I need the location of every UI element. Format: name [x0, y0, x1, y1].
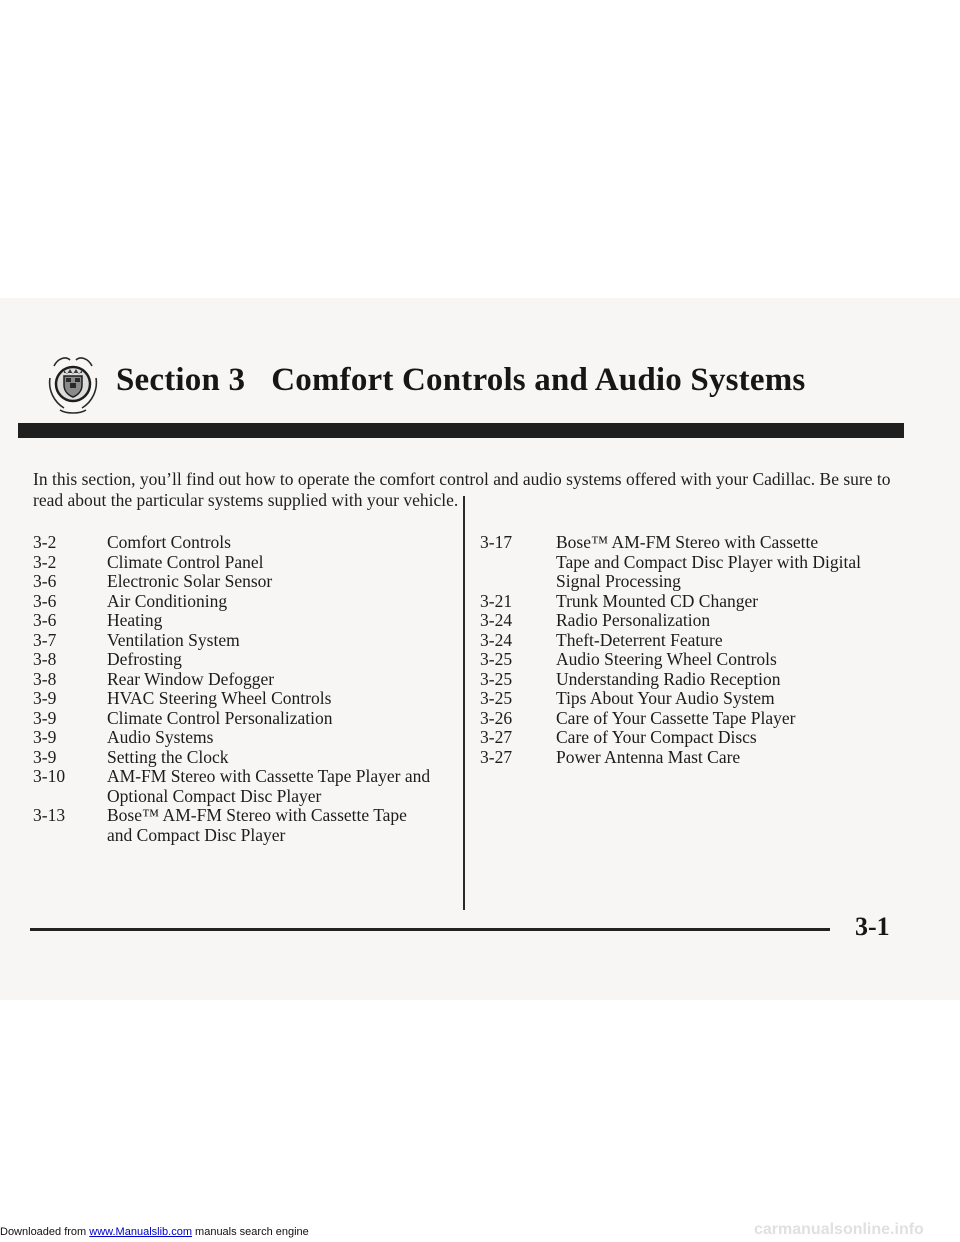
toc-entry-title — [107, 592, 453, 612]
toc-page-number: 3-9 — [33, 746, 57, 767]
toc-page-number: 3-6 — [33, 571, 57, 591]
toc-entry-title — [107, 806, 453, 845]
toc-page-number: 3-26 — [480, 707, 513, 728]
toc-entry-title — [556, 670, 900, 690]
toc-title-line: Trunk Mounted CD Changer — [556, 590, 759, 611]
toc-title-line: Rear Window Defogger — [107, 668, 275, 689]
toc-page-number: 3-25 — [480, 649, 513, 669]
toc-title-line: Tips About Your Audio System — [556, 688, 775, 708]
toc-entry-title — [107, 533, 453, 553]
toc-entry — [33, 592, 453, 612]
toc-title-line: Care of Your Compact Discs — [556, 727, 757, 747]
toc-entry — [480, 670, 900, 690]
toc-entry-title — [556, 689, 900, 709]
column-divider — [463, 496, 465, 910]
toc-page-number: 3-2 — [33, 551, 57, 572]
toc-entry — [480, 748, 900, 768]
toc-title-line: Defrosting — [107, 649, 182, 669]
toc-entry-title — [107, 572, 453, 592]
toc-entry — [33, 553, 453, 573]
section-label: Section 3 — [116, 362, 246, 398]
footer-suffix: manuals search engine — [191, 1226, 309, 1238]
toc-page-number: 3-24 — [480, 610, 513, 630]
toc-page-number: 3-27 — [480, 727, 513, 747]
toc-entry-title — [556, 728, 900, 748]
toc-page-number: 3-9 — [33, 707, 57, 728]
toc-page-number: 3-25 — [480, 668, 513, 689]
toc-entry-title — [107, 611, 453, 631]
toc-page-number: 3-25 — [480, 688, 513, 708]
toc-entry-title — [556, 533, 900, 592]
section-heading — [116, 362, 805, 399]
toc-page-number: 3-17 — [480, 532, 513, 552]
toc-entry — [33, 650, 453, 670]
toc-entry-title — [107, 767, 453, 806]
toc-entry-title — [107, 728, 453, 748]
toc-page-number: 3-7 — [33, 629, 57, 650]
toc-entry — [33, 611, 453, 631]
toc-entry — [480, 728, 900, 748]
toc-entry-title — [107, 631, 453, 651]
toc-entry — [480, 592, 900, 612]
toc-entry — [33, 670, 453, 690]
toc-entry-title — [107, 650, 453, 670]
toc-title-line: Bose™ AM-FM Stereo with Cassette — [556, 532, 819, 552]
toc-page-number: 3-13 — [33, 805, 66, 825]
page-number: 3-1 — [855, 912, 890, 941]
toc-title-line: Ventilation System — [107, 629, 240, 650]
toc-page-number: 3-8 — [33, 668, 57, 689]
toc-right-column — [480, 533, 900, 767]
toc-page-number: 3-2 — [33, 532, 57, 552]
footer-prefix: Downloaded from — [0, 1226, 90, 1238]
toc-entry — [480, 650, 900, 670]
toc-page-number: 3-24 — [480, 629, 513, 650]
toc-title-line: Tape and Compact Disc Player with Digital — [556, 551, 861, 572]
toc-left-column — [33, 533, 453, 845]
footer-rule — [30, 928, 830, 931]
toc-page-number: 3-9 — [33, 727, 57, 747]
intro-paragraph: In this section, you’ll find out how to operate the comfort control and audio systems offered with your Cadillac. Be sure to read about the particular systems supplied with your vehicle. — [33, 469, 891, 510]
toc-entry-title — [107, 748, 453, 768]
toc-entry — [480, 611, 900, 631]
toc-title-line: Audio Steering Wheel Controls — [556, 649, 777, 669]
toc-title-line: Radio Personalization — [556, 610, 711, 630]
toc-entry — [480, 709, 900, 729]
toc-title-line: Heating — [107, 610, 163, 630]
toc-title-line: Theft-Deterrent Feature — [556, 629, 723, 650]
toc-title-line: Comfort Controls — [107, 532, 231, 552]
title-bar-divider — [18, 423, 904, 438]
toc-title-line: HVAC Steering Wheel Controls — [107, 688, 332, 708]
toc-page-number: 3-6 — [33, 610, 57, 630]
toc-page-number: 3-9 — [33, 688, 57, 708]
toc-entry — [33, 709, 453, 729]
toc-entry-title — [556, 748, 900, 768]
toc-page-number: 3-27 — [480, 746, 513, 767]
toc-entry-title — [107, 709, 453, 729]
toc-entry-title — [556, 709, 900, 729]
cadillac-crest-icon — [44, 352, 102, 414]
toc-entry — [33, 767, 453, 806]
download-footer — [0, 1226, 309, 1238]
toc-title-line: Care of Your Cassette Tape Player — [556, 707, 796, 728]
toc-title-line: Optional Compact Disc Player — [107, 785, 322, 806]
toc-title-line: Power Antenna Mast Care — [556, 746, 741, 767]
toc-entry-title — [107, 670, 453, 690]
toc-entry — [33, 748, 453, 768]
toc-title-line: Electronic Solar Sensor — [107, 571, 273, 591]
toc-entry — [33, 806, 453, 845]
watermark-text: carmanualsonline.info — [754, 1221, 924, 1238]
manualslib-link[interactable]: www.Manualslib.com — [89, 1226, 192, 1238]
toc-title-line: Climate Control Panel — [107, 551, 264, 572]
toc-entry — [33, 631, 453, 651]
toc-title-line: Air Conditioning — [107, 590, 228, 611]
toc-entry-title — [556, 650, 900, 670]
toc-title-line: Climate Control Personalization — [107, 707, 333, 728]
toc-entry-title — [107, 553, 453, 573]
toc-title-line: Setting the Clock — [107, 746, 229, 767]
toc-entry-title — [107, 689, 453, 709]
toc-title-line: and Compact Disc Player — [107, 824, 286, 845]
toc-entry — [33, 689, 453, 709]
toc-entry — [480, 631, 900, 651]
toc-page-number: 3-10 — [33, 766, 66, 786]
toc-entry — [480, 689, 900, 709]
toc-entry — [33, 572, 453, 592]
toc-entry — [33, 533, 453, 553]
toc-page-number: 3-8 — [33, 649, 57, 669]
toc-title-line: Audio Systems — [107, 727, 214, 747]
toc-title-line: AM-FM Stereo with Cassette Tape Player and — [107, 766, 431, 786]
toc-entry — [480, 533, 900, 592]
toc-title-line: Bose™ AM-FM Stereo with Cassette Tape — [107, 805, 407, 825]
toc-entry — [33, 728, 453, 748]
toc-page-number: 3-21 — [480, 590, 513, 611]
section-title: Comfort Controls and Audio Systems — [271, 362, 806, 398]
toc-page-number: 3-6 — [33, 590, 57, 611]
toc-title-line: Signal Processing — [556, 571, 681, 591]
toc-entry-title — [556, 592, 900, 612]
toc-entry-title — [556, 631, 900, 651]
toc-entry-title — [556, 611, 900, 631]
toc-title-line: Understanding Radio Reception — [556, 668, 781, 689]
